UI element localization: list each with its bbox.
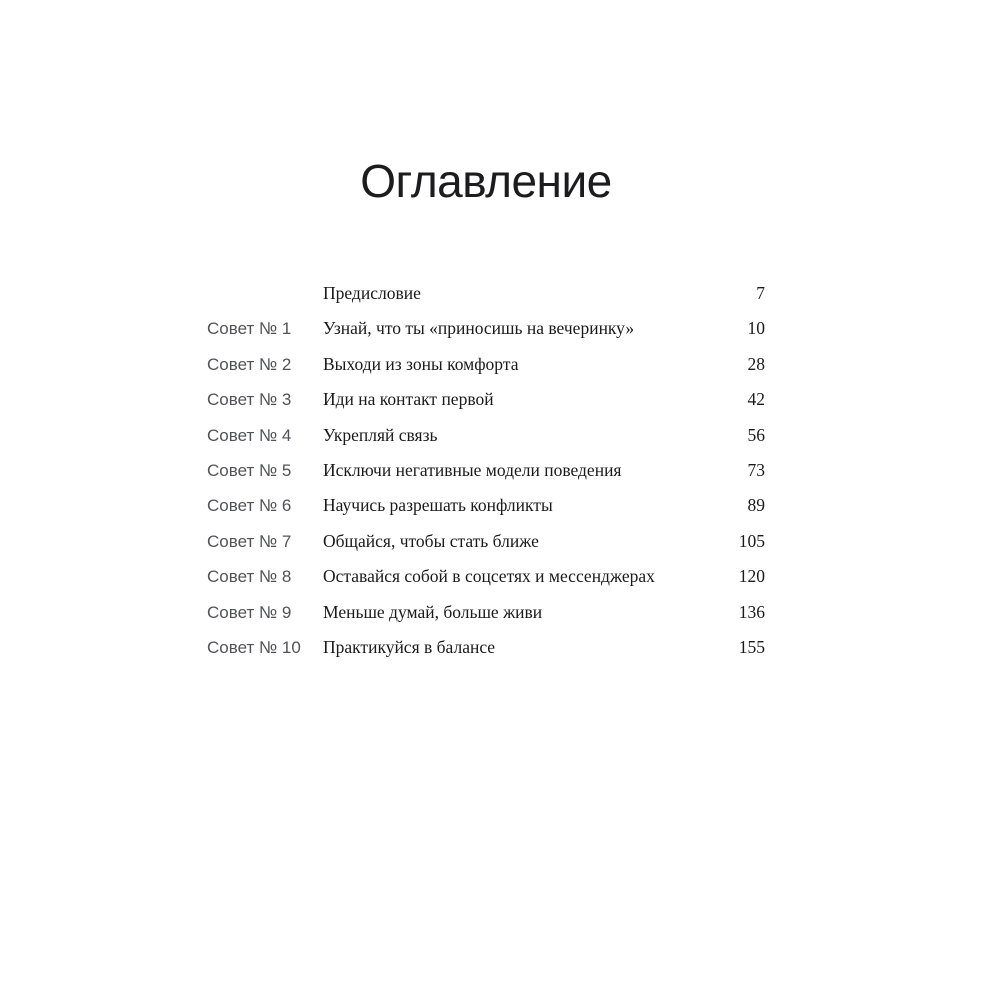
toc-chapter-title: Оставайся собой в соцсетях и мессенджерах [323, 566, 655, 587]
toc-row [207, 524, 765, 559]
toc-row [207, 595, 765, 630]
toc-chapter-label: Совет № 4 [207, 425, 292, 445]
toc-chapter-label: Совет № 2 [207, 354, 292, 374]
toc-chapter-title: Предисловие [323, 283, 421, 303]
toc-chapter-title: Иди на контакт первой [323, 389, 494, 410]
toc-row [207, 347, 765, 382]
toc-page-number: 155 [738, 636, 765, 657]
toc-chapter-title: Исключи негативные модели поведения [323, 459, 622, 480]
page-title: Оглавление [360, 155, 612, 207]
toc-list [207, 276, 765, 665]
toc-page-number: 136 [738, 601, 765, 622]
toc-chapter-title: Выходи из зоны комфорта [323, 353, 519, 374]
toc-row [207, 418, 765, 453]
toc-chapter-label: Совет № 3 [207, 390, 292, 410]
toc-page-number: 120 [738, 566, 765, 587]
toc-row [207, 276, 765, 311]
toc-chapter-title: Научись разрешать конфликты [323, 495, 553, 516]
toc-chapter-label: Совет № 7 [207, 531, 292, 551]
toc-page-number: 73 [747, 459, 765, 480]
toc-chapter-label: Совет № 5 [207, 460, 292, 480]
toc-row [207, 311, 765, 346]
toc-page-number: 89 [747, 495, 765, 516]
toc-chapter-title: Укрепляй связь [323, 424, 438, 445]
toc-page-number: 7 [756, 283, 765, 303]
toc-chapter-label: Совет № 6 [207, 496, 292, 516]
toc-content [207, 0, 765, 1000]
toc-row [207, 630, 765, 665]
toc-chapter-label: Совет № 8 [207, 567, 292, 587]
toc-chapter-label: Совет № 10 [207, 637, 301, 657]
toc-row [207, 488, 765, 523]
toc-chapter-label: Совет № 9 [207, 602, 292, 622]
toc-row [207, 382, 765, 417]
toc-page-number: 10 [747, 318, 765, 339]
toc-chapter-title: Практикуйся в балансе [323, 636, 496, 657]
toc-page-number: 105 [738, 530, 765, 551]
toc-chapter-title: Общайся, чтобы стать ближе [323, 530, 539, 551]
toc-page-number: 28 [747, 353, 765, 374]
toc-chapter-title: Узнай, что ты «приносишь на вечеринку» [323, 318, 635, 339]
toc-page-number: 42 [747, 389, 765, 410]
toc-row [207, 453, 765, 488]
toc-chapter-title: Меньше думай, больше живи [323, 601, 543, 622]
toc-page-number: 56 [747, 424, 765, 445]
toc-row [207, 559, 765, 594]
toc-chapter-label: Совет № 1 [207, 319, 292, 339]
